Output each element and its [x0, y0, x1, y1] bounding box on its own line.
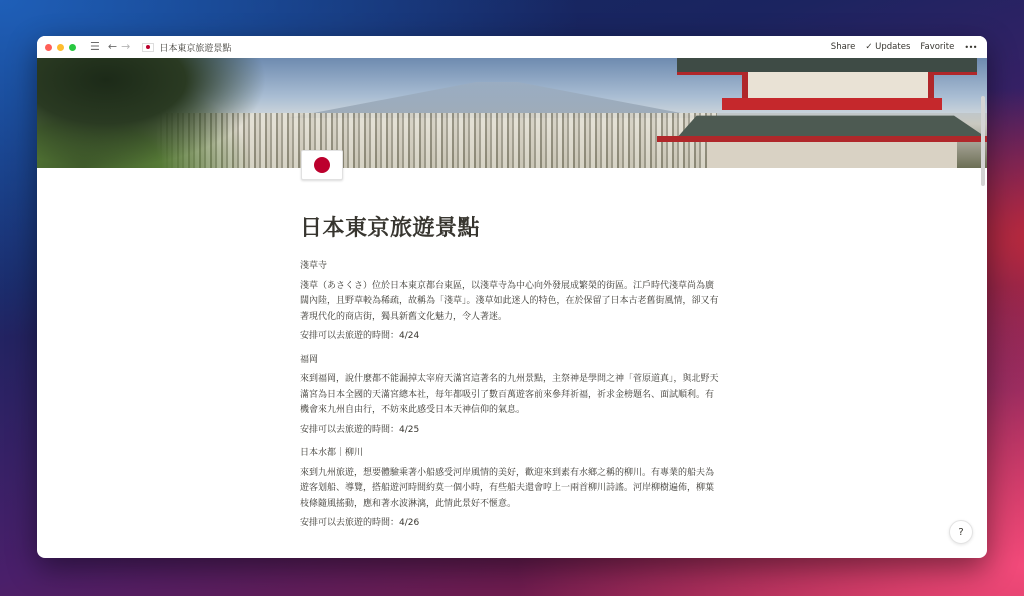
- japan-flag-icon: [301, 150, 343, 180]
- more-options-button[interactable]: •••: [964, 42, 977, 52]
- app-window: [37, 36, 987, 558]
- page-icon[interactable]: [301, 150, 343, 180]
- section-body[interactable]: 來到九州旅遊，想要體驗乘著小船感受河岸風情的美好，歡迎來到素有水鄉之稱的柳川。有專業的船夫為遊客划船、導覽，搭船遊河時間約莫一個小時，有些船夫還會哼上一兩首柳川詩謠。河岸柳樹遍佈，柳葉枝條隨風搖動，應和著水波淋漓，此情此景好不愜意。: [300, 467, 715, 509]
- japan-flag-icon: [142, 43, 154, 52]
- updates-button[interactable]: [865, 42, 910, 52]
- minimize-window-button[interactable]: [57, 44, 64, 51]
- share-button[interactable]: Share: [830, 42, 856, 52]
- section-schedule[interactable]: 安排可以去旅遊的時間：4/25: [300, 424, 420, 435]
- breadcrumb-page-title[interactable]: 日本東京旅遊景點: [159, 43, 232, 54]
- titlebar: [37, 36, 987, 58]
- sidebar-toggle-icon[interactable]: ☰: [90, 40, 100, 53]
- favorite-button[interactable]: Favorite: [920, 42, 955, 52]
- page-content: [300, 211, 720, 532]
- close-window-button[interactable]: [45, 44, 52, 51]
- updates-label: Updates: [875, 42, 911, 52]
- window-controls: [45, 44, 76, 51]
- back-arrow-icon[interactable]: ←: [107, 40, 118, 53]
- page-title[interactable]: 日本東京旅遊景點: [300, 216, 481, 241]
- cover-image[interactable]: [37, 58, 987, 168]
- section-heading[interactable]: 福岡: [300, 354, 319, 365]
- section-schedule[interactable]: 安排可以去旅遊的時間：4/26: [300, 518, 420, 528]
- topbar-actions: [831, 42, 977, 52]
- section-body[interactable]: 淺草（あさくさ）位於日本東京都台東區，以淺草寺為中心向外發展成繁榮的街區。江戶時代淺草尚為廣闊內陸，且野草較為稀疏，故稱為「淺草」。淺草如此迷人的特色，在於保留了日本古老舊街風情，卻又有著現代化的商店街，獨具新舊文化魅力，令人著迷。: [300, 280, 719, 322]
- help-button[interactable]: ?: [949, 520, 973, 544]
- zoom-window-button[interactable]: [69, 44, 76, 51]
- section-schedule[interactable]: 安排可以去旅遊的時間：4/24: [300, 331, 420, 341]
- section-heading[interactable]: 淺草寺: [300, 261, 328, 271]
- pagoda-illustration: [657, 58, 987, 168]
- cover-tree: [37, 58, 267, 168]
- checkmark-icon: ✓: [865, 42, 873, 52]
- scrollbar[interactable]: [981, 96, 985, 186]
- section-heading[interactable]: 日本水都｜柳川: [300, 448, 364, 458]
- forward-arrow-icon[interactable]: →: [121, 40, 131, 53]
- section-body[interactable]: 來到福岡，說什麼都不能漏掉太宰府天滿宮這著名的九州景點，主祭神是學問之神「菅原道真」，與北野天滿宮為日本全國的天滿宮總本社，每年都吸引了數百萬遊客前來參拜祈福，祈求金榜題名、面試順利。有機會來九州自由行，不妨來此感受日本天神信仰的氣息。: [300, 374, 719, 415]
